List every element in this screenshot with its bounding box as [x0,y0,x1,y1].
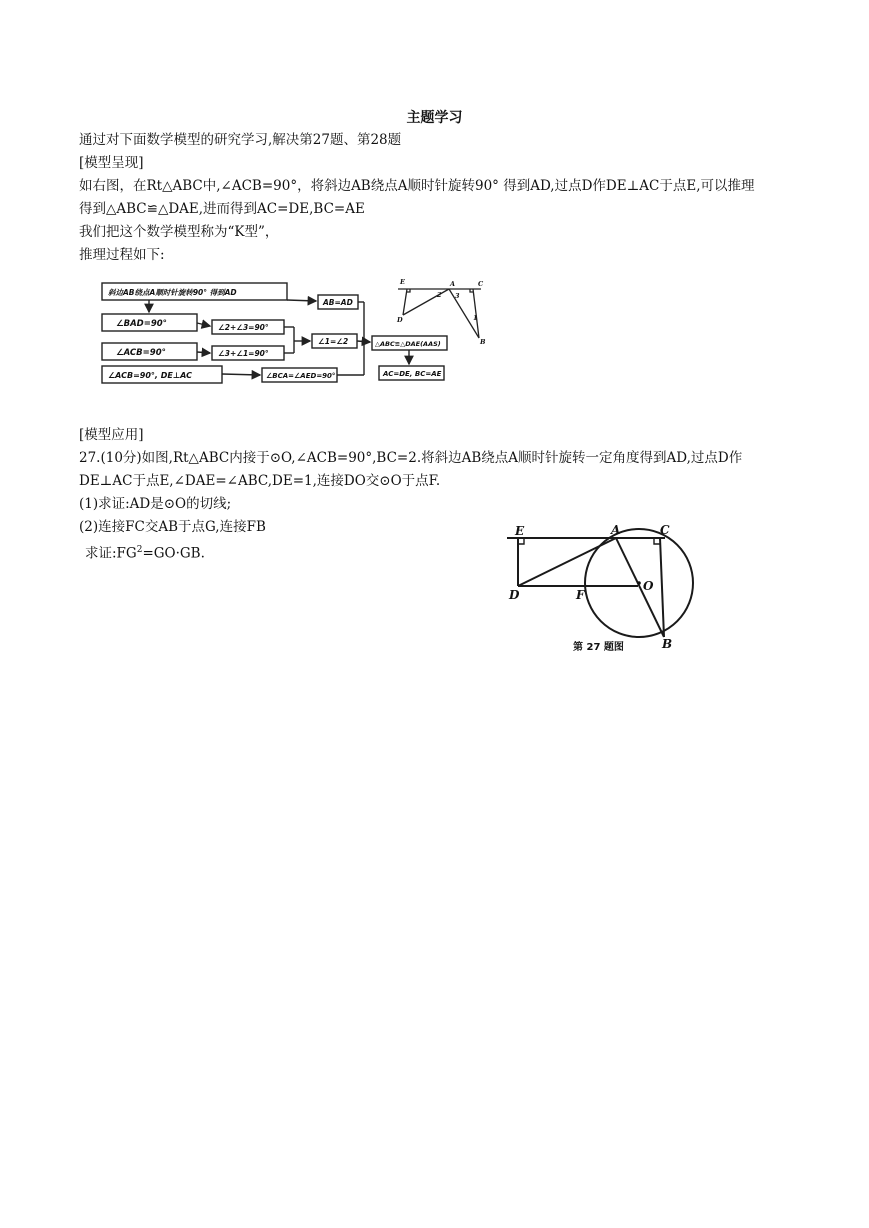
flow-box-acb-de: ∠ACB=90°, DE⊥AC [108,371,192,380]
flow-box-congruent: △ABC≌△DAE(AAS) [375,340,441,348]
flow-box-rotation: 斜边AB绕点A顺时针旋转90° 得到AD [108,288,237,297]
section-heading-application: [模型应用] [79,427,144,443]
model-description-line4: 推理过程如下: [79,247,165,263]
flow-box-acb: ∠ACB=90° [116,348,166,358]
fig27-label-d: D [509,588,520,602]
k-label-e: E [400,278,405,286]
k-label-b: B [480,338,486,346]
fig27-label-c: C [660,523,670,537]
q27-part2: (2)连接FC交AB于点G,连接FB [79,519,266,535]
flow-box-ab-ad: AB=AD [323,298,353,307]
flow-box-bca-aed: ∠BCA=∠AED=90° [266,372,336,380]
q27-proof-suffix: =GO·GB. [142,545,205,562]
k-label-3: 3 [455,292,460,300]
k-label-2: 2 [437,291,442,299]
q27-part1: (1)求证:AD是⊙O的切线; [79,496,232,512]
fig27-label-f: F [576,588,585,602]
intro-text: 通过对下面数学模型的研究学习,解决第27题、第28题 [79,132,402,148]
model-description-line3: 我们把这个数学模型称为“K型”， [79,224,279,240]
flow-box-angle-sum-31: ∠3+∠1=90° [218,349,269,358]
section-heading-model: [模型呈现] [79,155,144,171]
model-description-line1: 如右图，在Rt△ABC中,∠ACB=90°，将斜边AB绕点A顺时针旋转90° 得到AD,过点D作DE⊥AC于点E,可以推理 [79,178,755,194]
model-description-line2: 得到△ABC≌△DAE,进而得到AC=DE,BC=AE [79,201,365,217]
q27-proof-superscript: 2 [136,545,143,555]
fig27-label-o: O [643,579,654,593]
fig27-label-e: E [515,524,525,538]
flow-box-angle-equal: ∠1=∠2 [318,337,349,346]
k-model-figure [393,278,493,358]
fig27-label-b: B [662,637,673,651]
k-label-c: C [478,280,484,288]
flow-box-result: AC=DE, BC=AE [383,370,442,378]
flow-box-bad: ∠BAD=90° [116,319,167,329]
q27-proof-prefix: 求证:FG [85,545,137,562]
k-label-1: 1 [473,314,478,322]
q27-statement-line2: DE⊥AC于点E,∠DAE=∠ABC,DE=1,连接DO交⊙O于点F. [79,473,441,489]
q27-statement-line1: 27.(10分)如图,Rt△ABC内接于⊙O,∠ACB=90°,BC=2.将斜边AB绕点A顺时针旋转一定角度得到AD,过点D作 [79,450,743,466]
k-label-d: D [397,316,403,324]
q27-proof [85,541,205,563]
k-label-a: A [450,280,456,288]
page-title: 主题学习 [406,110,463,126]
fig27-caption: 第 27 题图 [573,642,624,653]
flow-box-angle-sum-23: ∠2+∠3=90° [218,323,269,332]
fig27-label-a: A [611,523,621,537]
figure-27 [505,522,705,662]
